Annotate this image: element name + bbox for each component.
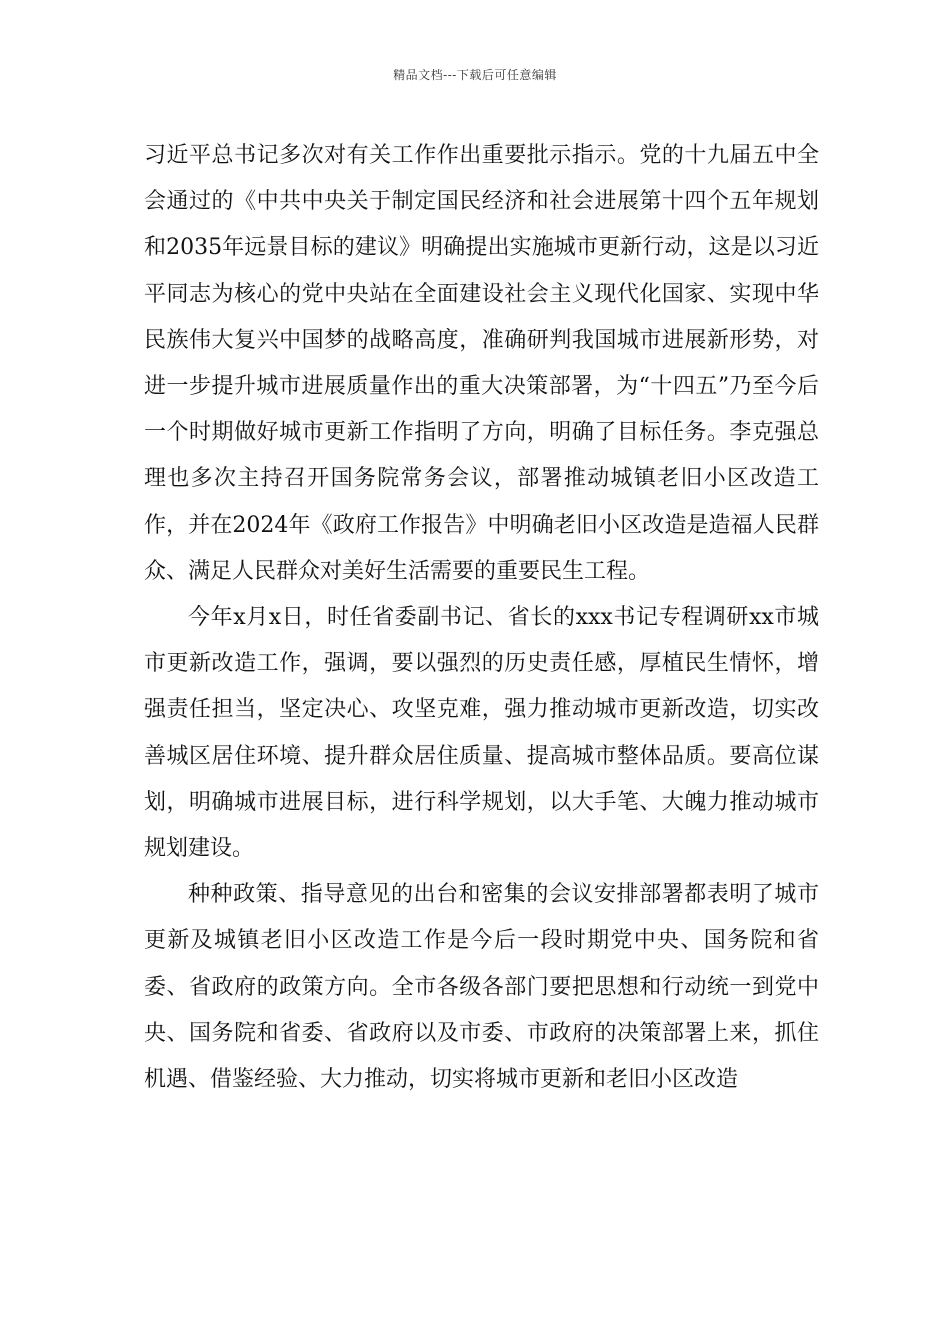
document-body	[144, 133, 819, 1103]
paragraph-2: 今年x月x日，时任省委副书记、省长的xxx书记专程调研xx市城市更新改造工作，强调，要以强烈的历史责任感，厚植民生情怀，增强责任担当，坚定决心、攻坚克难，强力推动城市更新改造，切实改善城区居住环境、提升群众居住质量、提高城市整体品质。要高位谋划，明确城市进展目标，进行科学规划，以大手笔、大魄力推动城市规划建设。	[144, 605, 819, 862]
paragraph-3: 种种政策、指导意见的出台和密集的会议安排部署都表明了城市更新及城镇老旧小区改造工作是今后一段时期党中央、国务院和省委、省政府的政策方向。全市各级各部门要把思想和行动统一到党中央、国务院和省委、省政府以及市委、市政府的决策部署上来，抓住机遇、借鉴经验、大力推动，切实将城市更新和老旧小区改造	[144, 882, 819, 1093]
page-header: 精品文档---下载后可任意编辑	[393, 68, 557, 82]
paragraph-1: 习近平总书记多次对有关工作作出重要批示指示。党的十九届五中全会通过的《中共中央关于制定国民经济和社会进展第十四个五年规划和2035年远景目标的建议》明确提出实施城市更新行动，这是以习近平同志为核心的党中央站在全面建设社会主义现代化国家、实现中华民族伟大复兴中国梦的战略高度，准确研判我国城市进展新形势，对进一步提升城市进展质量作出的重大决策部署，为“十四五”乃至今后一个时期做好城市更新工作指明了方向，明确了目标任务。李克强总理也多次主持召开国务院常务会议，部署推动城镇老旧小区改造工作，并在2024年《政府工作报告》中明确老旧小区改造是造福人民群众、满足人民群众对美好生活需要的重要民生工程。	[144, 143, 819, 584]
